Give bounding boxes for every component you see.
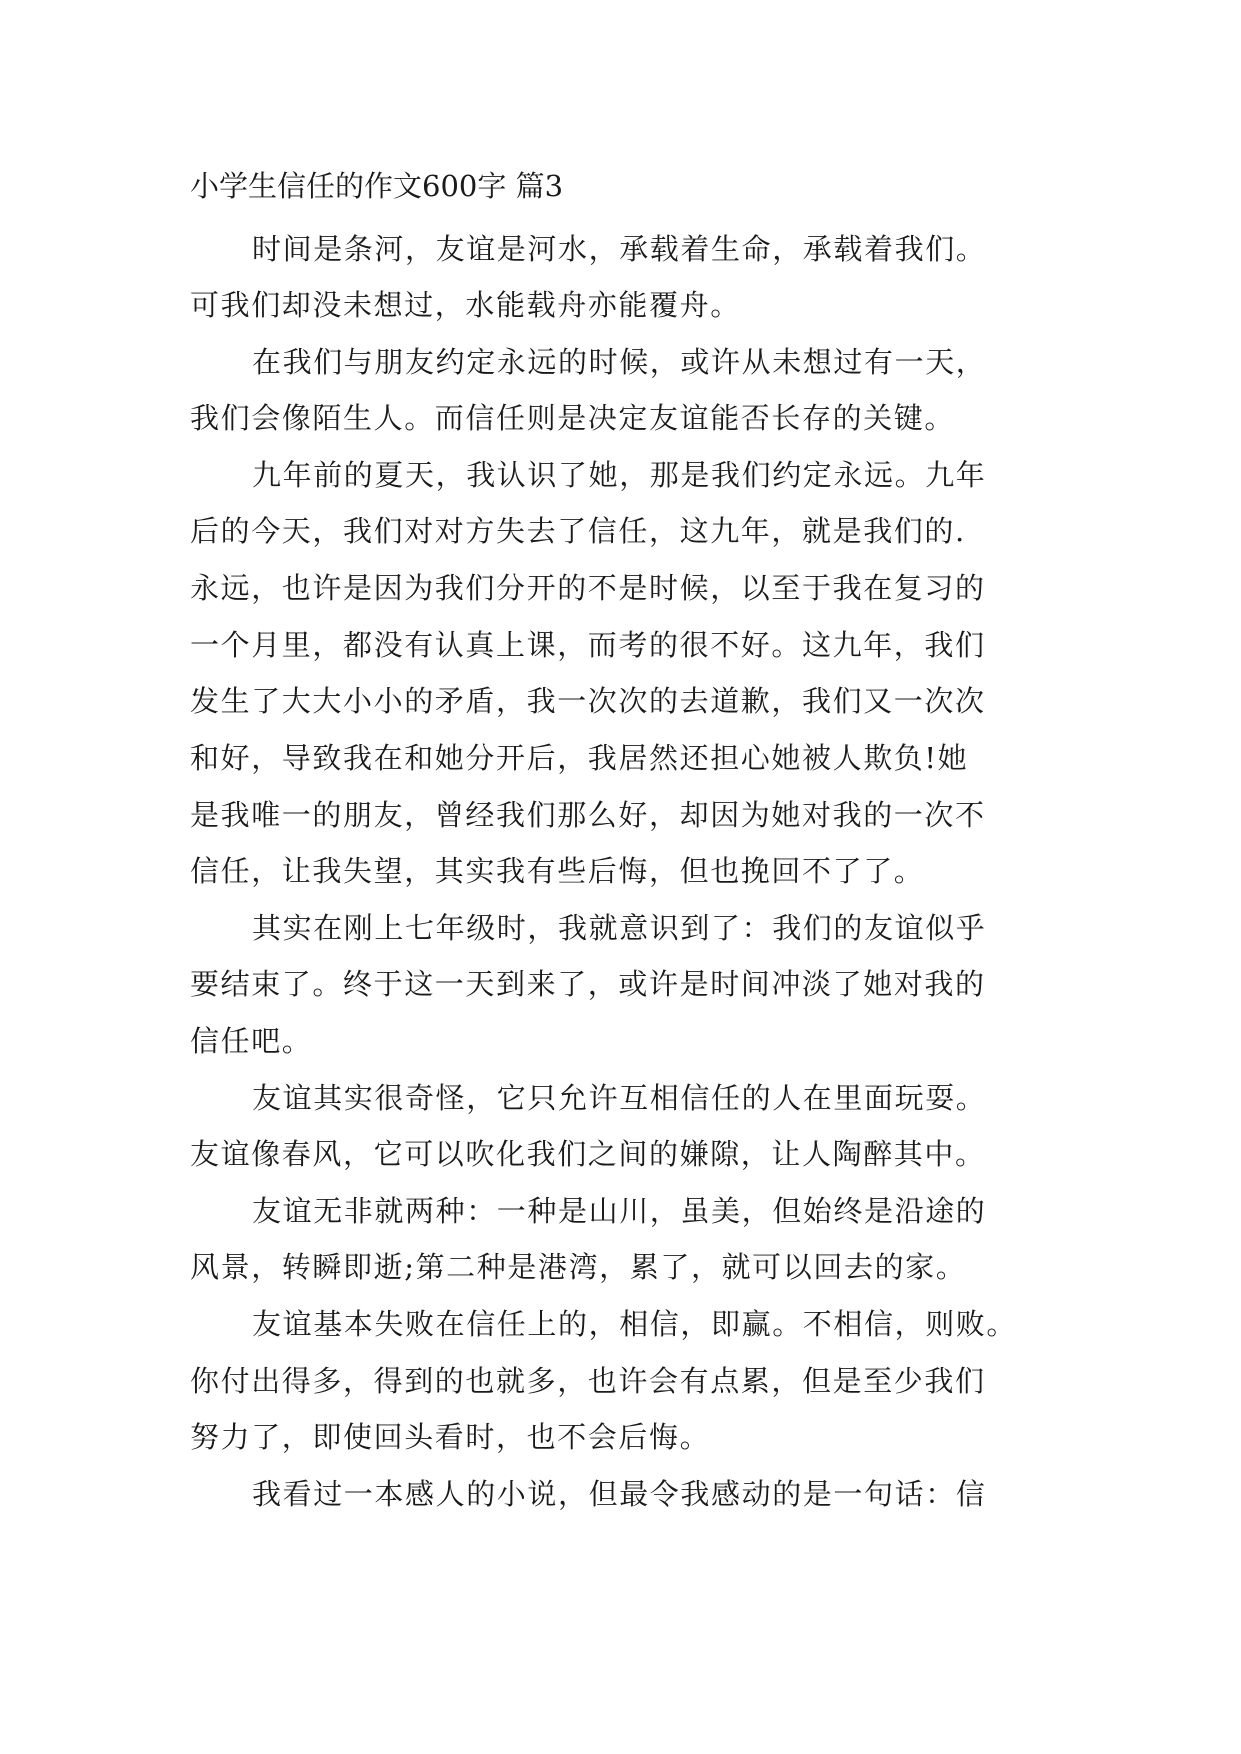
text-line: 发生了大大小小的矛盾，我一次次的去道歉，我们又一次次 [190,684,986,718]
text-line: 友谊像春风，它可以吹化我们之间的嫌隙，让人陶醉其中。 [190,1137,986,1171]
text-line: 信任，让我失望，其实我有些后悔，但也挽回不了了。 [190,854,925,888]
text-line: 我看过一本感人的小说，但最令我感动的是一句话：信 [252,1477,987,1511]
text-line: 友谊其实很奇怪，它只允许互相信任的人在里面玩耍。 [252,1081,987,1115]
text-line: 九年前的夏天，我认识了她，那是我们约定永远。九年 [252,458,987,492]
text-line: 友谊基本失败在信任上的，相信，即赢。不相信，则败。 [252,1307,1018,1341]
text-line: 后的今天，我们对对方失去了信任，这九年，就是我们的. [190,514,966,548]
text-line: 我们会像陌生人。而信任则是决定友谊能否长存的关键。 [190,401,956,435]
text-line: 在我们与朋友约定永远的时候，或许从未想过有一天， [252,345,987,379]
text-line: 风景，转瞬即逝;第二种是港湾，累了，就可以回去的家。 [190,1250,967,1284]
text-line: 可我们却没未想过，水能载舟亦能覆舟。 [190,288,741,322]
text-line: 是我唯一的朋友，曾经我们那么好，却因为她对我的一次不 [190,798,986,832]
text-line: 要结束了。终于这一天到来了，或许是时间冲淡了她对我的 [190,967,986,1001]
text-line: 其实在刚上七年级时，我就意识到了：我们的友谊似乎 [252,911,987,945]
text-line: 信任吧。 [190,1024,313,1058]
text-line: 努力了，即使回头看时，也不会后悔。 [190,1420,711,1454]
text-line: 一个月里，都没有认真上课，而考的很不好。这九年，我们 [190,628,986,662]
text-line: 时间是条河，友谊是河水，承载着生命，承载着我们。 [252,232,987,266]
text-line: 永远，也许是因为我们分开的不是时候，以至于我在复习的 [190,571,986,605]
text-line: 和好，导致我在和她分开后，我居然还担心她被人欺负!她 [190,741,969,775]
text-line: 友谊无非就两种：一种是山川，虽美，但始终是沿途的 [252,1194,987,1228]
text-line: 你付出得多，得到的也就多，也许会有点累，但是至少我们 [190,1364,986,1398]
document-title: 小学生信任的作文600字 篇3 [190,169,564,203]
